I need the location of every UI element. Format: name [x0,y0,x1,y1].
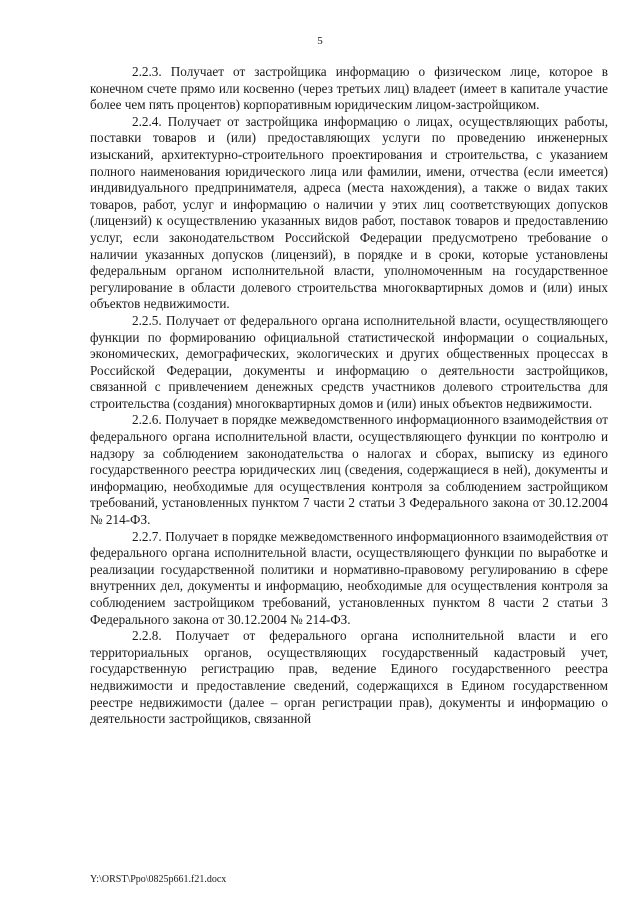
paragraph-2-2-6: 2.2.6. Получает в порядке межведомственного информационного взаимодействия от федерального органа исполнительной власти, осуществляющего функции по контролю и надзору за соблюдением законодательства о налогах и сборах, выписку из единого государственного реестра юридических лиц (сведения, содержащиеся в ней), документы и информацию, необходимые для осуществления контроля за соблюдением застройщиком требований, установленных пунктом 7 части 2 статьи 3 Федерального закона от 30.12.2004 № 214-ФЗ. [90,412,608,528]
page-number: 5 [317,35,323,47]
paragraph-2-2-4: 2.2.4. Получает от застройщика информацию о лицах, осуществляющих работы, поставки товаров и (или) предоставляющих услуги по проведению инженерных изысканий, архитектурно-строительного проектирования и строительства, с указанием полного наименования юридического лица или фамилии, имени, отчества (если имеется) индивидуального предпринимателя, адреса (места нахождения), а также о видах таких товаров, работ, услуг и информацию о наличии у этих лиц соответствующих допусков (лицензий) к осуществлению указанных видов работ, поставок товаров и предоставлению услуг, если законодательством Российской Федерации предусмотрено требование о наличии указанных допусков (лицензий), в порядке и в сроки, которые установлены федеральным органом исполнительной власти, уполномоченным на государственное регулирование в области долевого строительства многоквартирных домов и (или) иных объектов недвижимости. [90,113,608,312]
paragraph-2-2-3: 2.2.3. Получает от застройщика информацию о физическом лице, которое в конечном счете прямо или косвенно (через третьих лиц) владеет (имеет в капитале участие более чем пять процентов) корпоративным юридическим лицом-застройщиком. [90,64,608,113]
document-body [90,64,608,728]
paragraph-2-2-8: 2.2.8. Получает от федерального органа исполнительной власти и его территориальных органов, осуществляющих государственный кадастровый учет, государственную регистрацию прав, ведение Единого государственного реестра недвижимости и предоставление сведений, содержащихся в Едином государственном реестре недвижимости (далее – орган регистрации прав), документы и информацию о деятельности застройщиков, связанной [90,628,608,727]
paragraph-2-2-7: 2.2.7. Получает в порядке межведомственного информационного взаимодействия от федерального органа исполнительной власти, осуществляющего функции по выработке и реализации государственной политики и нормативно-правовому регулированию в сфере внутренних дел, документы и информацию, необходимые для осуществления контроля за соблюдением застройщиком требований, установленных пунктом 8 части 2 статьи 3 Федерального закона от 30.12.2004 № 214-ФЗ. [90,528,608,627]
file-path-footer: Y:\ORST\Ppo\0825p661.f21.docx [90,874,227,885]
paragraph-2-2-5: 2.2.5. Получает от федерального органа исполнительной власти, осуществляющего функции по формированию официальной статистической информации о социальных, экономических, демографических, экологических и других общественных процессах в Российской Федерации, документы и информацию о деятельности застройщиков, связанной с привлечением денежных средств участников долевого строительства для строительства (создания) многоквартирных домов и (или) иных объектов недвижимости. [90,312,608,411]
